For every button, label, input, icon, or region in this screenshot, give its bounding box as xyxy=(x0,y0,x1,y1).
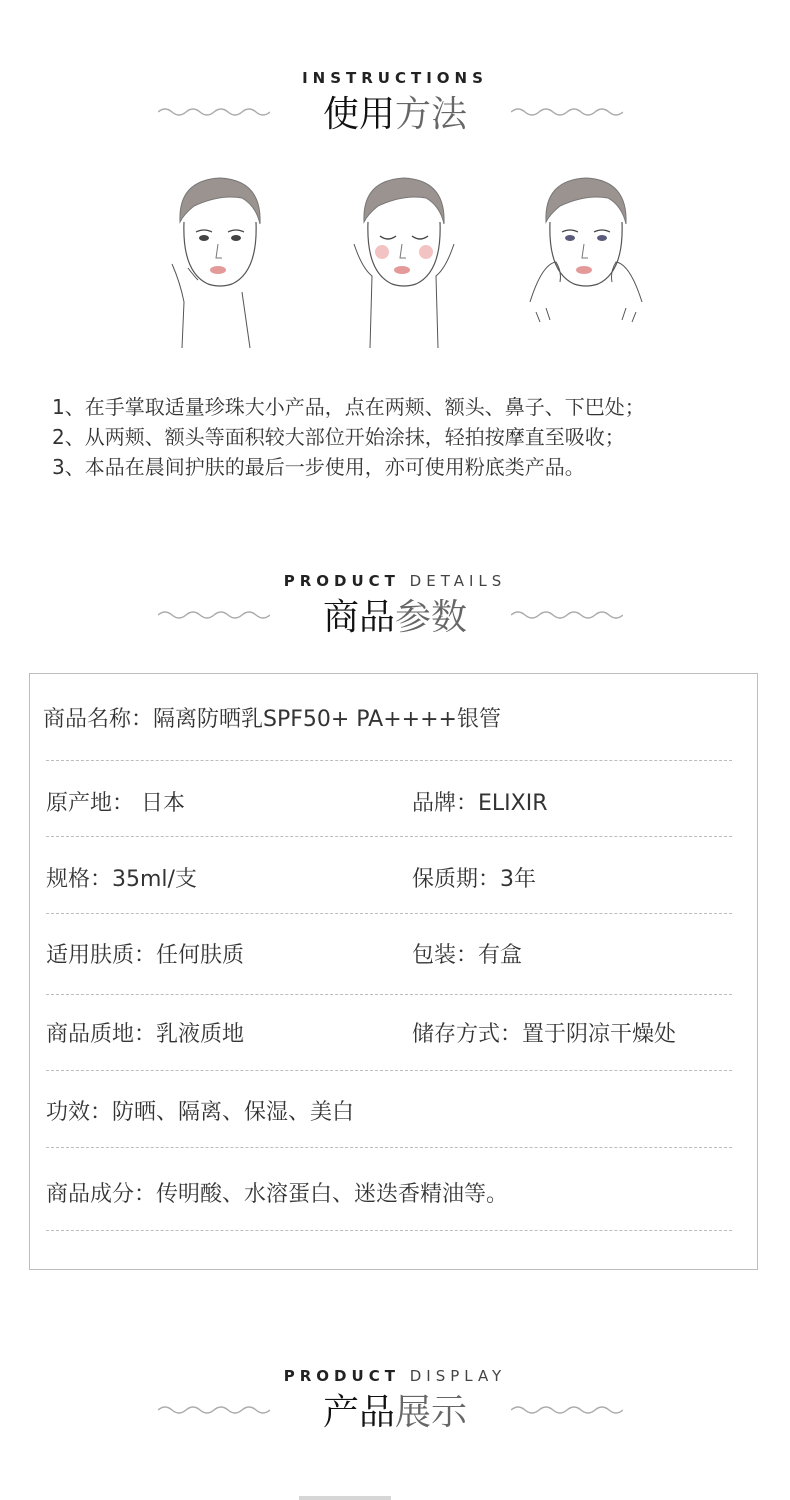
display-zh-row xyxy=(0,1390,790,1440)
display-zh-bold: 产品 xyxy=(322,1392,395,1433)
wave-divider-icon xyxy=(158,1402,270,1416)
wave-divider-icon xyxy=(511,104,623,118)
instruction-step: 3、本品在晨间护肤的最后一步使用，亦可使用粉底类产品。 xyxy=(52,455,585,479)
details-row-texture xyxy=(46,1017,732,1048)
instructions-header xyxy=(0,68,790,142)
instruction-step: 2、从两颊、额头等面积较大部位开始涂抹，轻拍按摩直至吸收； xyxy=(52,425,625,449)
instructions-zh-row xyxy=(0,92,790,142)
row-divider xyxy=(46,760,732,761)
face-illustration-icon xyxy=(344,172,464,352)
wave-divider-icon xyxy=(511,607,623,621)
detail-shelf-life: 保质期：3年 xyxy=(412,867,536,892)
product-image-top-edge xyxy=(299,1496,391,1500)
row-divider xyxy=(46,836,732,837)
detail-origin: 原产地： 日本 xyxy=(46,791,185,816)
details-zh-title xyxy=(323,595,467,641)
product-details-table xyxy=(29,673,758,1270)
face-illustrations xyxy=(0,172,790,352)
instructions-zh-light: 方法 xyxy=(395,94,468,135)
display-zh-light: 展示 xyxy=(395,1392,468,1433)
display-en-bold: PRODUCT xyxy=(283,1367,400,1385)
display-en-light: DISPLAY xyxy=(409,1367,507,1385)
row-divider xyxy=(46,1070,732,1071)
details-zh-row xyxy=(0,595,790,645)
details-zh-bold: 商品 xyxy=(322,597,395,638)
face-illustration-icon xyxy=(526,172,646,352)
instructions-zh-title xyxy=(323,92,467,138)
details-row-ingredients xyxy=(46,1177,732,1208)
details-row-origin xyxy=(46,786,732,817)
instruction-step: 1、在手掌取适量珍珠大小产品，点在两颊、额头、鼻子、下巴处； xyxy=(52,395,645,419)
wave-divider-icon xyxy=(158,607,270,621)
row-divider xyxy=(46,1230,732,1231)
details-row-name xyxy=(43,702,729,733)
row-divider xyxy=(46,1147,732,1148)
instructions-zh-bold: 使用 xyxy=(322,94,395,135)
detail-texture: 商品质地：乳液质地 xyxy=(46,1022,245,1047)
detail-product-name: 商品名称：隔离防晒乳SPF50+ PA++++银管 xyxy=(43,707,501,732)
details-row-spec xyxy=(46,862,732,893)
instruction-steps xyxy=(52,392,772,482)
row-divider xyxy=(46,913,732,914)
detail-effect: 功效：防晒、隔离、保湿、美白 xyxy=(46,1100,355,1125)
instructions-en-bold: INSTRUCTIONS xyxy=(302,69,488,87)
face-illustration-icon xyxy=(160,172,280,352)
detail-skin-type: 适用肤质：任何肤质 xyxy=(46,943,245,968)
details-en-light: DETAILS xyxy=(409,572,507,590)
wave-divider-icon xyxy=(511,1402,623,1416)
detail-spec: 规格：35ml/支 xyxy=(46,867,197,892)
display-en-title xyxy=(0,1366,790,1386)
instructions-en-title xyxy=(0,68,790,88)
wave-divider-icon xyxy=(158,104,270,118)
display-zh-title xyxy=(323,1390,467,1436)
details-row-skin xyxy=(46,938,732,969)
details-en-title xyxy=(0,571,790,591)
row-divider xyxy=(46,994,732,995)
details-header xyxy=(0,571,790,645)
detail-ingredients: 商品成分：传明酸、水溶蛋白、迷迭香精油等。 xyxy=(46,1182,509,1207)
details-en-bold: PRODUCT xyxy=(283,572,400,590)
details-zh-light: 参数 xyxy=(395,597,468,638)
detail-package: 包装：有盒 xyxy=(412,943,523,968)
detail-storage: 储存方式：置于阴凉干燥处 xyxy=(412,1022,677,1047)
display-header xyxy=(0,1366,790,1440)
detail-brand: 品牌：ELIXIR xyxy=(412,791,548,816)
details-row-effect xyxy=(46,1095,732,1126)
